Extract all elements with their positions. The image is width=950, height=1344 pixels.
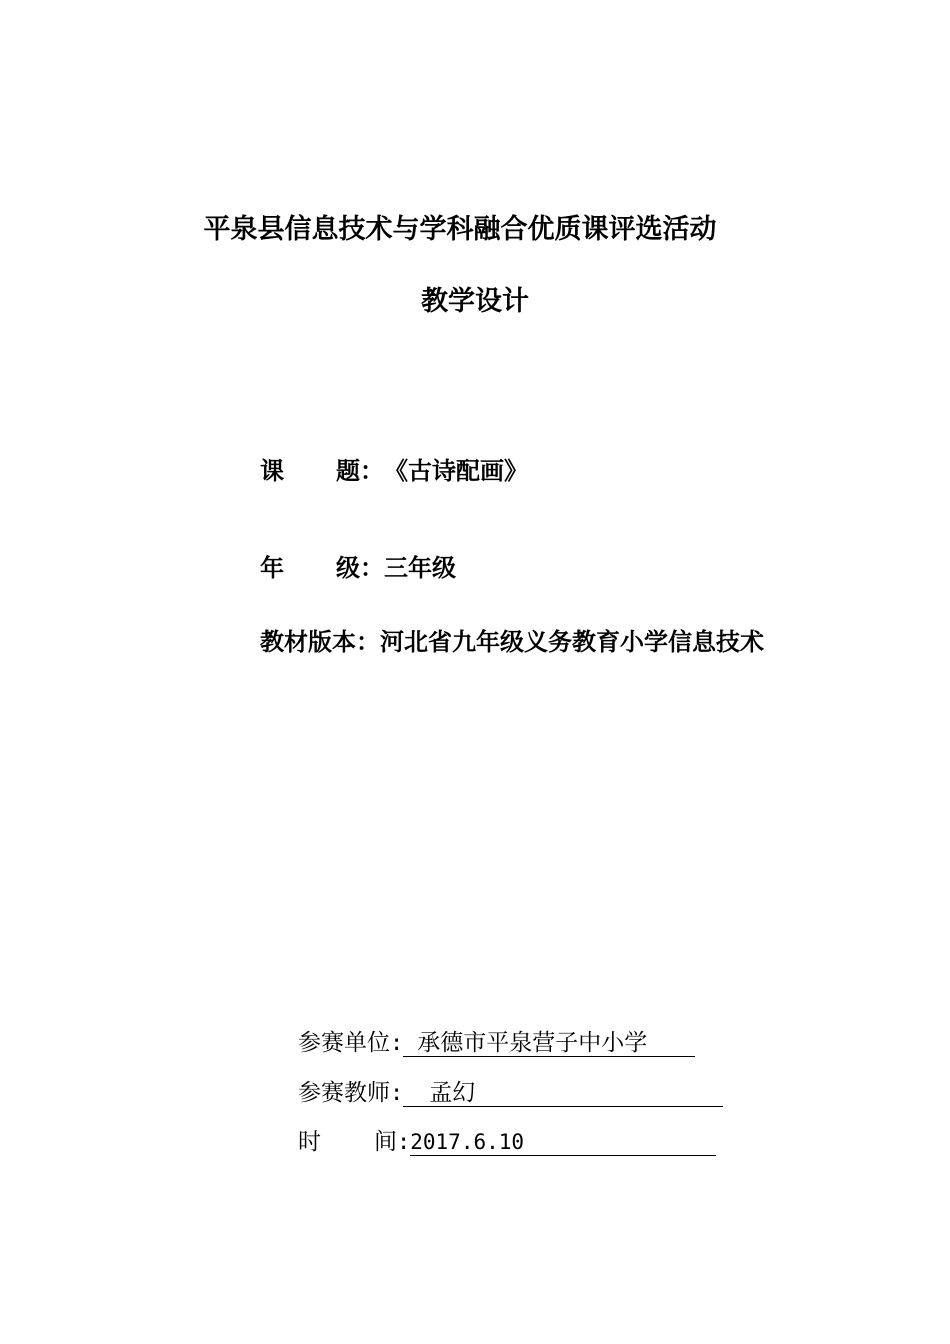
unit-value: 承德市平泉营子中小学 [403, 1030, 695, 1057]
time-label-first: 时 [298, 1129, 321, 1155]
teacher-value: 孟幻 [403, 1080, 723, 1107]
grade-value: 三年级 [384, 553, 456, 582]
field-grade [260, 553, 456, 583]
time-label-second: 间 [374, 1129, 397, 1155]
field-textbook [260, 627, 764, 657]
info-time [298, 1127, 716, 1158]
topic-value: 《古诗配画》 [384, 456, 528, 485]
topic-label-second: 题： [336, 456, 384, 485]
info-teacher [298, 1078, 723, 1109]
topic-label-first: 课 [260, 456, 284, 485]
time-colon: : [397, 1130, 411, 1155]
unit-colon: : [390, 1031, 404, 1056]
teacher-label: 参赛教师 [298, 1080, 390, 1106]
info-unit [298, 1028, 695, 1059]
grade-label-second: 级： [336, 553, 384, 582]
textbook-value: 河北省九年级义务教育小学信息技术 [380, 627, 764, 656]
teacher-colon: : [390, 1081, 404, 1106]
document-subtitle: 教学设计 [421, 286, 529, 317]
unit-label: 参赛单位 [298, 1030, 390, 1056]
document-title: 平泉县信息技术与学科融合优质课评选活动 [203, 214, 717, 245]
textbook-label: 教材版本： [260, 627, 380, 656]
time-value: 2017.6.10 [410, 1129, 716, 1156]
field-topic [260, 456, 528, 486]
grade-label-first: 年 [260, 553, 284, 582]
